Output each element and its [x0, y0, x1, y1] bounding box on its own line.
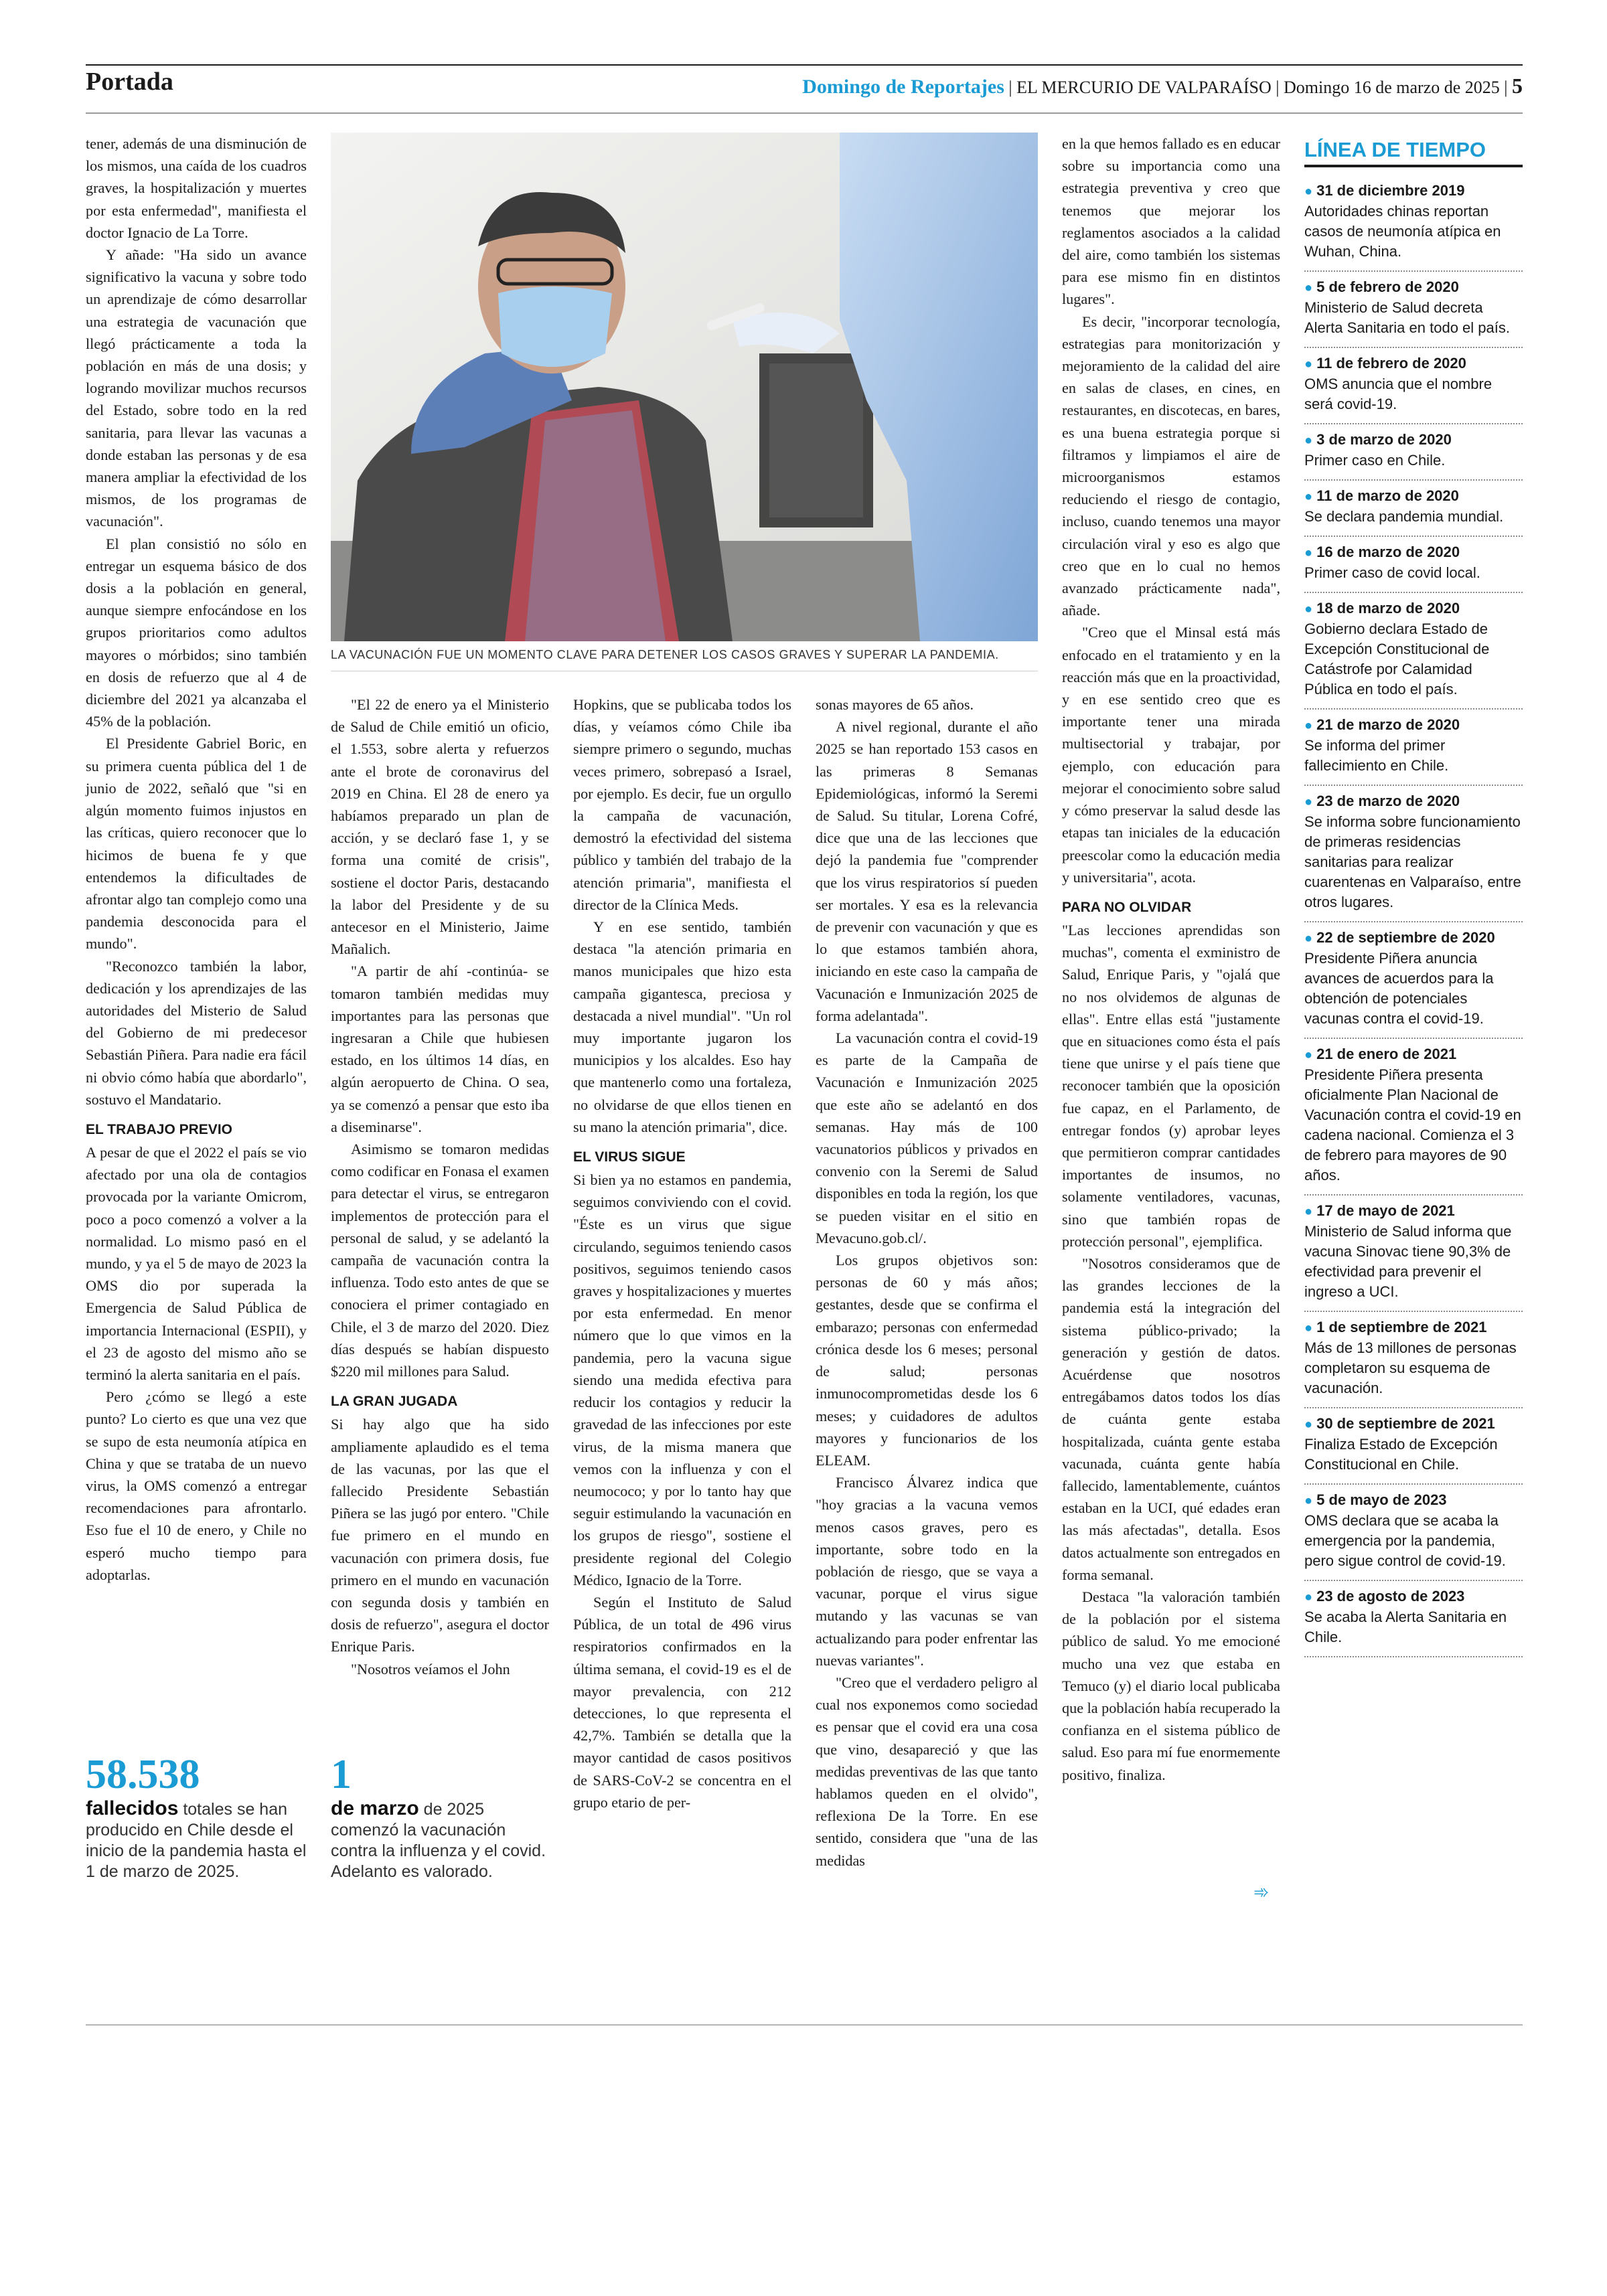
page-header-info: [802, 74, 1523, 98]
stat-number: 58.538: [86, 1752, 200, 1797]
stat-highlight: de marzo: [331, 1797, 419, 1819]
bullet-dot-icon: ●: [1304, 1321, 1313, 1335]
stat-number: 1: [331, 1752, 352, 1797]
timeline-date-text: 11 de marzo de 2020: [1316, 487, 1459, 504]
timeline-entry: [1304, 1408, 1523, 1485]
stat-highlight: fallecidos: [86, 1797, 179, 1819]
timeline-date: [1304, 486, 1523, 507]
bullet-dot-icon: ●: [1304, 1204, 1313, 1219]
vaccination-photo: [331, 133, 1038, 641]
timeline-text: Ministerio de Salud decreta Alerta Sanitaria en todo el país.: [1304, 299, 1510, 336]
subheading: EL VIRUS SIGUE: [573, 1149, 686, 1165]
paragraph: Y en ese sentido, también destaca "la atención primaria en manos municipales que hizo esta campaña gigantesca, preciosa y destacada a nivel mundial". "Un rol muy importante jugaron los municipios y los alcaldes. Eso hay que mantenerlo como una fortaleza, no olvidarse de que ellos tienen en su mano la atención primaria", dice.: [573, 918, 791, 1135]
subheading: LA GRAN JUGADA: [331, 1394, 458, 1410]
paragraph: "Las lecciones aprendidas son muchas", comenta el exministro de Salud, Enrique Paris, y "ojalá que no nos olvidemos de algunas de ellas". Entre ellas está "justamente que en situaciones como ésta el país tiene que unirse y el país tiene que reconocer también que la oposición fue capaz, en el Parlamento, de entregar fondos (y) aprobar leyes que permitieron comprar cantidades importantes de insumos, no solamente ventiladores, vacunas, sino que también ropas de protección personal", ejemplifica.: [1062, 921, 1280, 1250]
paragraph: "Reconozco también la labor, dedicación y los aprendizajes de las autoridades del Misterio de Salud del Gobierno de mi predecesor Sebastián Piñera. Para nadie era fácil ni obvio cómo había que abordarlo", sostuvo el Mandatario.: [86, 957, 307, 1108]
timeline-text: Se acaba la Alerta Sanitaria en Chile.: [1304, 1609, 1507, 1645]
timeline-date: [1304, 542, 1523, 563]
timeline-date-text: 18 de marzo de 2020: [1316, 600, 1460, 617]
timeline-date: [1304, 1044, 1523, 1065]
paragraph: en la que hemos fallado es en educar sobre su importancia como una estrategia preventiva y creo que tenemos que mejorar los reglamentos asociados a la calidad del aire, como también los sistemas para ese mismo fin en distintos lugares".: [1062, 135, 1280, 308]
paragraph: Según el Instituto de Salud Pública, de un total de 496 virus respiratorios confirmados en la última semana, el covid-19 es el de mayor prevalencia, con 212 detecciones, lo que representa el 42,7%. También se detalla que la mayor cantidad de casos positivos de SARS-CoV-2 se concentra en el grupo etario de per-: [573, 1593, 791, 1811]
bullet-dot-icon: ●: [1304, 1417, 1313, 1432]
bullet-dot-icon: ●: [1304, 489, 1313, 504]
timeline-text: OMS anuncia que el nombre será covid-19.: [1304, 376, 1493, 412]
bullet-dot-icon: ●: [1304, 1590, 1313, 1605]
stat-body: totales se han producido en Chile desde el inicio de la pandemia hasta el 1 de marzo de 2025.: [86, 1800, 307, 1881]
timeline-text: Primer caso de covid local.: [1304, 564, 1480, 581]
stat-description: [86, 1798, 320, 1882]
timeline-text: Presidente Piñera anuncia avances de acuerdos para la obtención de potenciales vacunas contra el covid-19.: [1304, 950, 1494, 1027]
timeline-list: [1304, 175, 1523, 1657]
timeline-date-text: 31 de diciembre 2019: [1316, 182, 1465, 199]
timeline-entry: [1304, 272, 1523, 348]
stat-description: [331, 1798, 549, 1882]
newspaper-name: EL MERCURIO DE VALPARAÍSO: [1016, 78, 1272, 97]
paragraph: A nivel regional, durante el año 2025 se han reportado 153 casos en las primeras 8 Semanas Epidemiológicas, informó la Seremi de Salud. Su titular, Lorena Cofré, dice que una de las lecciones que dejó la pandemia fue "comprender que los virus respiratorios sí pueden ser mortales. Y esa es la relevancia de prevenir con vacunación y que es lo que estamos también ahora, iniciando en este caso la campaña de Vacunación e Inmunización 2025 de forma adelantada".: [816, 718, 1038, 1024]
paragraph: Si hay algo que ha sido ampliamente aplaudido es el tema de las vacunas, por las que el fallecido Presidente Sebastián Piñera se las jugó por entero. "Chile fue primero en el mundo en vacunación con primera dosis, fue primero en el mundo en vacunación con segunda dosis y también en dosis de refuerzo", asegura el doctor Enrique Paris.: [331, 1416, 549, 1655]
timeline-text: Más de 13 millones de personas completaron su esquema de vacunación.: [1304, 1339, 1517, 1396]
timeline-text: OMS declara que se acaba la emergencia por la pandemia, pero sigue control de covid-19.: [1304, 1512, 1506, 1569]
timeline-date-text: 11 de febrero de 2020: [1316, 355, 1466, 372]
paragraph: Y añade: "Ha sido un avance significativo la vacuna y sobre todo un aprendizaje de cómo desarrollar una estrategia de vacunación que llegó prácticamente a toda la población en más de una dosis; y logrando movilizar muchos recursos del Estado, sobre todo en la red sanitaria, para llevar las vacunas a donde estaban las personas y de esa manera ampliar la efectividad de los mismos, de los programas de vacunación".: [86, 246, 307, 530]
paragraph: Hopkins, que se publicaba todos los días, y veíamos cómo Chile iba siempre primero o segundo, muchas veces primero, sobrepasó a Israel, por ejemplo. Es decir, fue un orgullo la campaña de vacunación, demostró la efectividad del sistema público y también del trabajo de la atención primaria", manifiesta el director de la Clínica Meds.: [573, 696, 791, 913]
article-column-1: [86, 133, 307, 1586]
timeline-entry: [1304, 348, 1523, 424]
stat-box-deaths: [86, 1751, 320, 1882]
paragraph: "A partir de ahí -continúa- se tomaron también medidas muy importantes para las personas que ingresaran a Chile que hubiesen estado, en los últimos 14 días, en algún aeropuerto de China. O sea, ya se comenzó a pensar que esto iba a diseminarse".: [331, 963, 549, 1135]
paragraph: "Creo que el Minsal está más enfocado en el tratamiento y en la reacción más que en la proactividad, y en ese sentido creo que es importante tener una mirada multisectorial y trabajar, por ejemplo, con educación para mejorar el conocimiento sobre salud y cómo preservar la salud desde las etapas tan iniciales de la educación preescolar como la educación media y universitaria", acota.: [1062, 624, 1280, 886]
timeline-title-rule: [1304, 165, 1523, 167]
paragraph: Si bien ya no estamos en pandemia, seguimos conviviendo con el covid. "Éste es un virus que sigue circulando, seguimos teniendo casos positivos, seguimos teniendo casos graves y hospitalizaciones y muertes por esta enfermedad. En menor número que lo que vimos en la pandemia, pero la vacuna sigue siendo una medida efectiva para reducir los contagios y reducir la gravedad de las infecciones por este virus, de la misma manera que vemos con la influenza y con el neumococo; y por lo tanto hay que seguir estimulando la vacunación en los grupos de riesgo", sostiene el presidente regional del Colegio Médico, Ignacio de la Torre.: [573, 1171, 791, 1588]
timeline-entry: [1304, 1039, 1523, 1196]
paragraph: Destaca "la valoración también de la población por el sistema público de salud. Yo me emocioné mucho una vez que estaba en Temuco (y) el diario local publicaba que la población había recuperado la confianza en el sistema público de salud. Eso para mí fue enormemente positivo, finaliza.: [1062, 1588, 1280, 1783]
paragraph: "El 22 de enero ya el Ministerio de Salud de Chile emitió un oficio, el 1.553, sobre alerta y refuerzos ante el brote de coronavirus del 2019 en China. El 28 de enero ya habíamos preparado un plan de acción, y se declaró fase 1, y se forma una comité de crisis", sostiene el doctor Paris, destacando la labor del Presidente y de su antecesor en el Ministerio, Jaime Mañalich.: [331, 696, 549, 958]
timeline-entry: [1304, 1312, 1523, 1408]
timeline-entry: [1304, 1581, 1523, 1657]
paragraph: sonas mayores de 65 años.: [816, 696, 974, 713]
timeline-date-text: 23 de agosto de 2023: [1316, 1588, 1465, 1605]
timeline-date: [1304, 1490, 1523, 1511]
header-top-rule: [86, 64, 1523, 66]
header-separator: |: [1276, 78, 1284, 97]
paragraph: "Creo que el verdadero peligro al cual nos exponemos como sociedad es pensar que el covid era una cosa que vino, desapareció y que las medidas preventivas de las que tanto hablamos queden en el olvido", reflexiona De la Torre. En ese sentido, considera que "una de las medidas: [816, 1673, 1038, 1869]
timeline-date-text: 3 de marzo de 2020: [1316, 431, 1452, 448]
timeline-entry: [1304, 424, 1523, 481]
paragraph: Asimismo se tomaron medidas como codificar en Fonasa el examen para detectar el virus, se entregaron implementos de protección para el personal de salud, y se adelantó la campaña de vacunación contra la influenza. Todo esto antes de que se conociera el primer contagiado en Chile, el 3 de marzo del 2020. Diez días después se habían dispuesto $220 mil millones para Salud.: [331, 1141, 549, 1380]
paragraph: tener, además de una disminución de los mismos, una caída de los cuadros graves, la hospitalización y muertes por esta enfermedad", manifiesta el doctor Ignacio de La Torre.: [86, 135, 307, 241]
issue-date: Domingo 16 de marzo de 2025: [1284, 78, 1500, 97]
timeline-date-text: 30 de septiembre de 2021: [1316, 1415, 1495, 1432]
timeline-date: [1304, 598, 1523, 619]
timeline-date-text: 1 de septiembre de 2021: [1316, 1319, 1487, 1335]
timeline-entry: [1304, 175, 1523, 272]
bullet-dot-icon: ●: [1304, 931, 1313, 946]
timeline-date-text: 5 de mayo de 2023: [1316, 1491, 1447, 1508]
timeline-date-text: 23 de marzo de 2020: [1316, 793, 1460, 809]
bullet-dot-icon: ●: [1304, 357, 1313, 372]
bullet-dot-icon: ●: [1304, 602, 1313, 617]
article-column-5: [1062, 133, 1280, 1786]
timeline-date: [1304, 928, 1523, 949]
timeline-text: Finaliza Estado de Excepción Constitucional en Chile.: [1304, 1436, 1498, 1473]
vaccination-photo-illustration: [331, 133, 1038, 641]
supplement-name: Domingo de Reportajes: [802, 76, 1004, 98]
paragraph: El Presidente Gabriel Boric, en su primera cuenta pública del 1 de junio de 2022, señaló que "si en algún momento fuimos injustos en las críticas, quiero reconocer que lo hicimos de buena fe y que entendemos la dificultades de afrontar algo tan complejo como una pandemia desconocida para el mundo".: [86, 735, 307, 953]
bullet-dot-icon: ●: [1304, 184, 1313, 199]
paragraph: La vacunación contra el covid-19 es parte de la Campaña de Vacunación e Inmunización 2025 que este año se adelantó en dos semanas. Hay más de 100 vacunatorios públicos y privados en convenio con la Seremi de Salud disponibles en toda la región, los que se pueden visitar en el sitio en Mevacuno.gob.cl/.: [816, 1030, 1038, 1246]
paragraph: Francisco Álvarez indica que "hoy gracias a la vacuna vemos menos casos graves, pero es importante, sobre todo en la población de riesgo, que se vaya a vacunar, porque el virus sigue mutando y las vacunas se van actualizando para poder enfrentar las nuevas variantes".: [816, 1474, 1038, 1669]
timeline-text: Primer caso en Chile.: [1304, 452, 1446, 469]
footer-rule: [86, 2024, 1523, 2026]
timeline-entry: [1304, 593, 1523, 710]
timeline-text: Se informa del primer fallecimiento en Chile.: [1304, 737, 1449, 774]
bullet-dot-icon: ●: [1304, 1048, 1313, 1062]
timeline-entry: [1304, 922, 1523, 1039]
timeline-date-text: 16 de marzo de 2020: [1316, 544, 1460, 560]
timeline-date: [1304, 1201, 1523, 1222]
bullet-dot-icon: ●: [1304, 280, 1313, 295]
timeline-entry: [1304, 1485, 1523, 1581]
timeline-entry: [1304, 537, 1523, 593]
paragraph: Los grupos objetivos son: personas de 60 y más años; gestantes, desde que se confirma el embarazo; personas con enfermedad crónica desde los 6 meses; personal de salud; personas inmunocomprometidas desde los 6 meses; y cuidadores de adultos mayores y funcionarios de los ELEAM.: [816, 1252, 1038, 1469]
subheading: EL TRABAJO PREVIO: [86, 1121, 232, 1137]
timeline-entry: [1304, 481, 1523, 537]
timeline-text: Autoridades chinas reportan casos de neumonía atípica en Wuhan, China.: [1304, 203, 1501, 260]
article-column-3: [573, 693, 791, 1813]
timeline-text: Presidente Piñera presenta oficialmente Plan Nacional de Vacunación contra el covid-19 en cadena nacional. Comienza el 3 de febrero para mayores de 90 años.: [1304, 1066, 1521, 1183]
bullet-dot-icon: ●: [1304, 546, 1313, 560]
paragraph: "Nosotros veíamos el John: [351, 1660, 510, 1677]
timeline-text: Se declara pandemia mundial.: [1304, 508, 1504, 525]
stat-box-vaccination-start: [331, 1751, 549, 1882]
timeline-text: Ministerio de Salud informa que vacuna Sinovac tiene 90,3% de efectividad para prevenir el ingreso a UCI.: [1304, 1223, 1512, 1300]
timeline-date: [1304, 791, 1523, 812]
section-title: Portada: [86, 68, 173, 96]
timeline-entry: [1304, 786, 1523, 922]
timeline-date-text: 21 de enero de 2021: [1316, 1046, 1457, 1062]
paragraph: Es decir, "incorporar tecnología, estrategias para monitorización y mejoramiento de la calidad del aire en salas de clases, en cines, en restaurantes, en discotecas, en bares, es una buena estrategia porque si filtramos y limpiamos el aire de microorganismos estamos reduciendo el riesgo de contagio, incluso, cuando tenemos una mayor circulación viral y eso es algo que creo que en lo cual no hemos avanzado prácticamente nada", añade.: [1062, 313, 1280, 619]
header-separator: |: [1504, 78, 1512, 97]
bullet-dot-icon: ●: [1304, 795, 1313, 809]
bullet-dot-icon: ●: [1304, 718, 1313, 733]
page-number: 5: [1512, 74, 1523, 98]
timeline-date: [1304, 353, 1523, 374]
article-column-4: [816, 693, 1038, 1872]
timeline-date: [1304, 181, 1523, 201]
header-bottom-rule: [86, 112, 1523, 114]
timeline-date-text: 21 de marzo de 2020: [1316, 716, 1460, 733]
paragraph: Pero ¿cómo se llegó a este punto? Lo cierto es que una vez que se supo de esta neumonía atípica en China y que se trataba de un nuevo virus, la OMS comenzó a entregar recomendaciones para afrontarlo. Eso fue el 10 de enero, y Chile no esperó mucho tiempo para adoptarlas.: [86, 1388, 307, 1583]
timeline-entry: [1304, 1196, 1523, 1312]
header-separator: |: [1008, 78, 1017, 97]
timeline-date-text: 5 de febrero de 2020: [1316, 278, 1459, 295]
subheading: PARA NO OLVIDAR: [1062, 899, 1192, 915]
timeline-date-text: 17 de mayo de 2021: [1316, 1202, 1455, 1219]
stat-body: de 2025 comenzó la vacunación contra la influenza y el covid. Adelanto es valorado.: [331, 1800, 546, 1881]
timeline-text: Se informa sobre funcionamiento de primeras residencias sanitarias para realizar cuarentenas en Valparaíso, entre otros lugares.: [1304, 813, 1521, 910]
bullet-dot-icon: ●: [1304, 433, 1313, 448]
timeline-date-text: 22 de septiembre de 2020: [1316, 929, 1495, 946]
timeline-date: [1304, 430, 1523, 450]
article-column-2: [331, 693, 549, 1680]
timeline-text: Gobierno declara Estado de Excepción Constitucional de Catástrofe por Calamidad Pública en todo el país.: [1304, 621, 1490, 698]
paragraph: A pesar de que el 2022 el país se vio afectado por una ola de contagios provocada por la variante Omicrom, poco a poco comenzó a volver a la normalidad. Lo mismo pasó en el mundo, y ya el 5 de mayo de 2023 la OMS dio por superada la Emergencia de Salud Pública de importancia Internacional (ESPII), y el 23 de agosto del mismo año se terminó la alerta sanitaria en el país.: [86, 1143, 307, 1383]
timeline-date: [1304, 277, 1523, 298]
timeline-date: [1304, 1586, 1523, 1607]
timeline-date: [1304, 1414, 1523, 1434]
timeline-title: LÍNEA DE TIEMPO: [1304, 138, 1486, 161]
timeline-date: [1304, 715, 1523, 736]
paragraph: "Nosotros consideramos que de las grandes lecciones de la pandemia está la integración del sistema público-privado; la generación y gestión de datos. Acuérdense que nosotros entregábamos datos todos los días de cuánta gente estaba hospitalizada, cuánta gente estaba vacunada, cuánta gente había fallecido, lamentablemente, cuántos estaban en la UCI, qué edades eran las más afectadas", detalla. Esos datos actualmente son entregados en forma semanal.: [1062, 1254, 1280, 1583]
timeline-date: [1304, 1317, 1523, 1338]
continue-arrow-icon: ➾: [1253, 1881, 1270, 1903]
photo-caption: LA VACUNACIÓN FUE UN MOMENTO CLAVE PARA DETENER LOS CASOS GRAVES Y SUPERAR LA PANDEMIA.: [331, 648, 999, 661]
timeline-entry: [1304, 710, 1523, 786]
bullet-dot-icon: ●: [1304, 1493, 1313, 1508]
paragraph: El plan consistió no sólo en entregar un esquema básico de dos dosis a la población en general, aunque siempre enfocándose en los grupos prioritarios como adultos mayores o mórbidos; sino también en dosis de refuerzo que al 4 de diciembre del 2021 ya alcanzaba el 45% de la población.: [86, 535, 307, 730]
